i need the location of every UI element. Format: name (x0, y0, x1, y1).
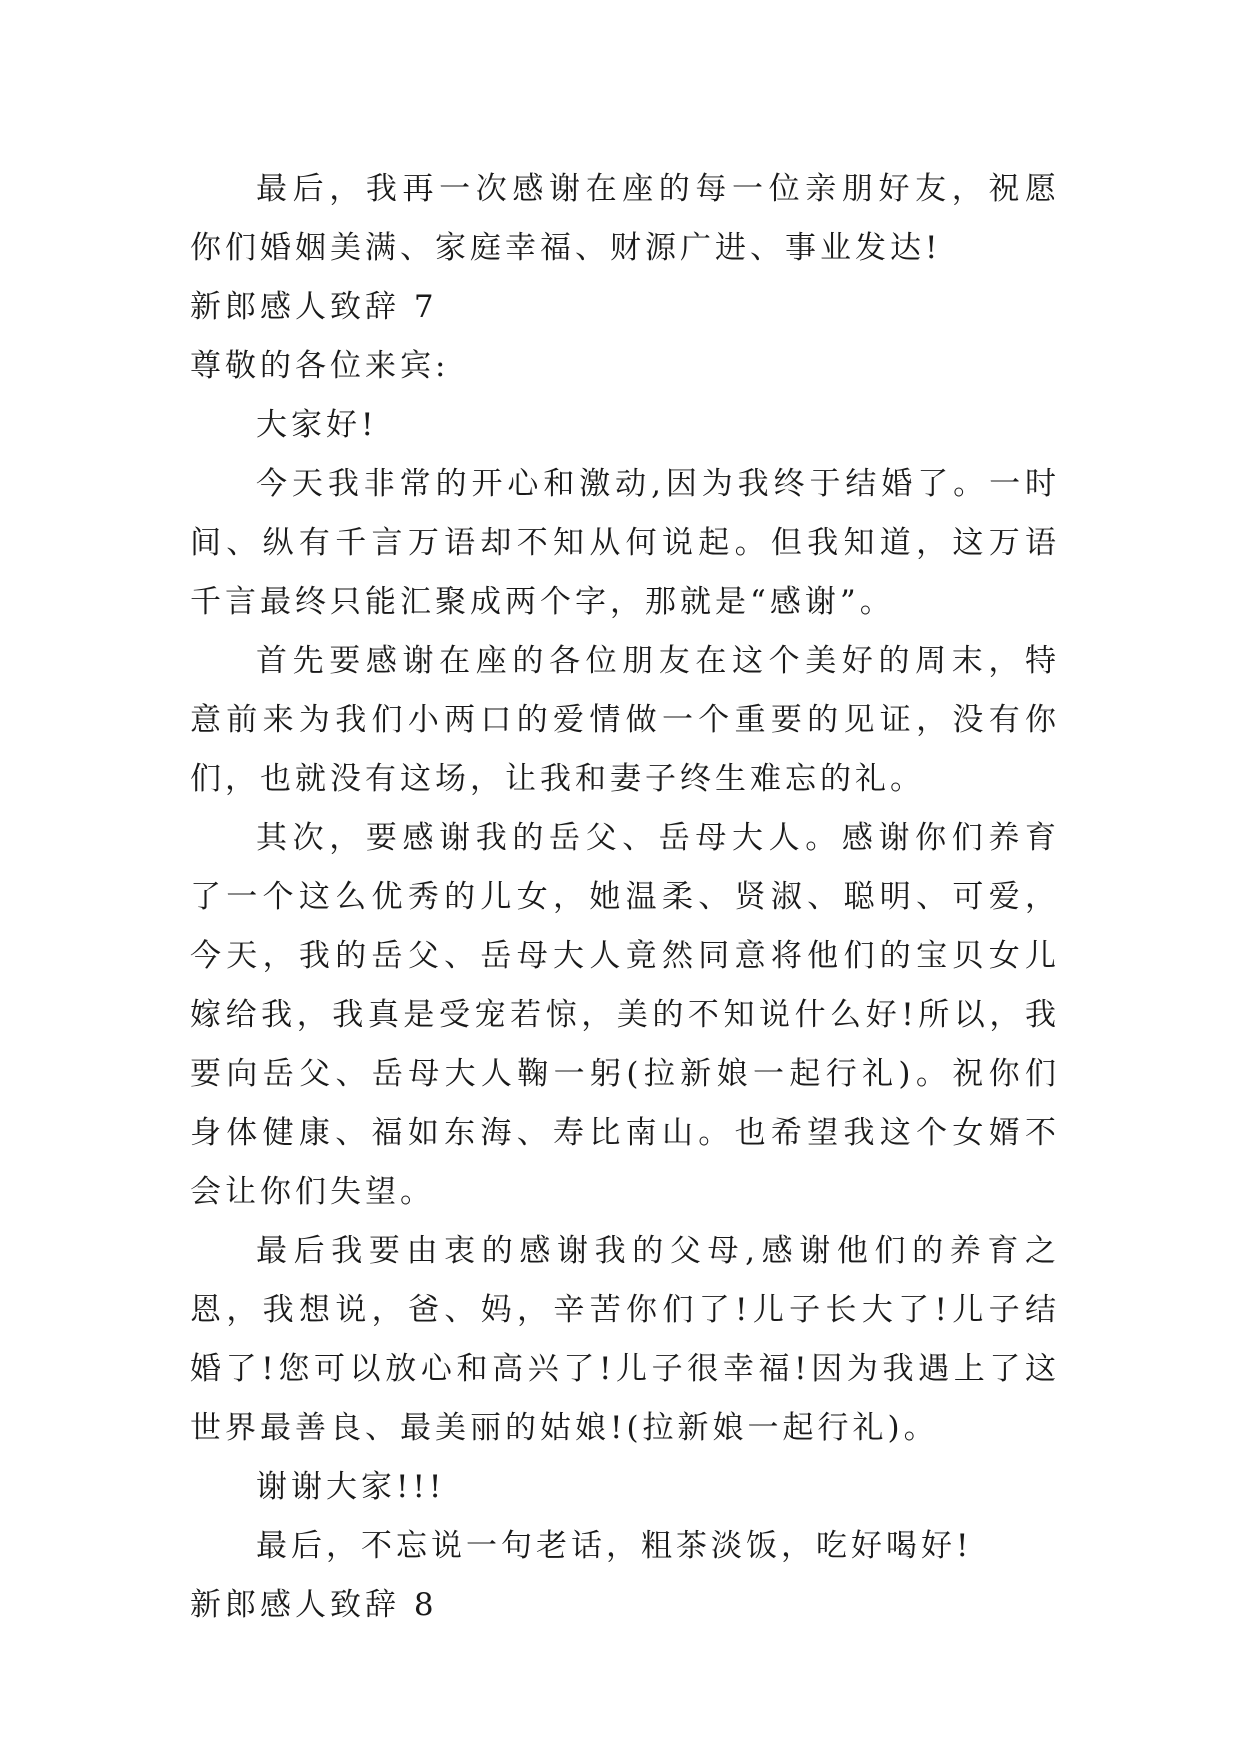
thanks-paragraph: 谢谢大家!!! (256, 1469, 446, 1505)
body-paragraph: 今天我非常的开心和激动,因为我终于结婚了。一时间、纵有千言万语却不知从何说起。但我知道，这万语千言最终只能汇聚成两个字，那就是“感谢”。 (190, 466, 1060, 620)
greeting-paragraph: 大家好! (256, 407, 378, 443)
closing-paragraph: 最后，我再一次感谢在座的每一位亲朋好友，祝愿你们婚姻美满、家庭幸福、财源广进、事业发达! (190, 171, 1060, 266)
section-heading-7: 新郎感人致辞 7 (190, 289, 438, 325)
document-body (190, 160, 1060, 1635)
final-paragraph: 最后，不忘说一句老话，粗茶淡饭，吃好喝好! (256, 1528, 973, 1564)
body-paragraph: 其次，要感谢我的岳父、岳母大人。感谢你们养育了一个这么优秀的儿女，她温柔、贤淑、聪明、可爱，今天，我的岳父、岳母大人竟然同意将他们的宝贝女儿嫁给我，我真是受宠若惊，美的不知说什么好!所以，我要向岳父、岳母大人鞠一躬(拉新娘一起行礼)。祝你们身体健康、福如东海、寿比南山。也希望我这个女婿不会让你们失望。 (190, 820, 1060, 1210)
section-heading-8: 新郎感人致辞 8 (190, 1587, 438, 1623)
body-paragraph: 最后我要由衷的感谢我的父母,感谢他们的养育之恩，我想说，爸、妈，辛苦你们了!儿子长大了!儿子结婚了!您可以放心和高兴了!儿子很幸福!因为我遇上了这世界最善良、最美丽的姑娘!(拉新娘一起行礼)。 (190, 1233, 1060, 1446)
body-paragraph: 首先要感谢在座的各位朋友在这个美好的周末，特意前来为我们小两口的爱情做一个重要的见证，没有你们，也就没有这场，让我和妻子终生难忘的礼。 (190, 643, 1060, 797)
salutation: 尊敬的各位来宾: (190, 348, 450, 384)
